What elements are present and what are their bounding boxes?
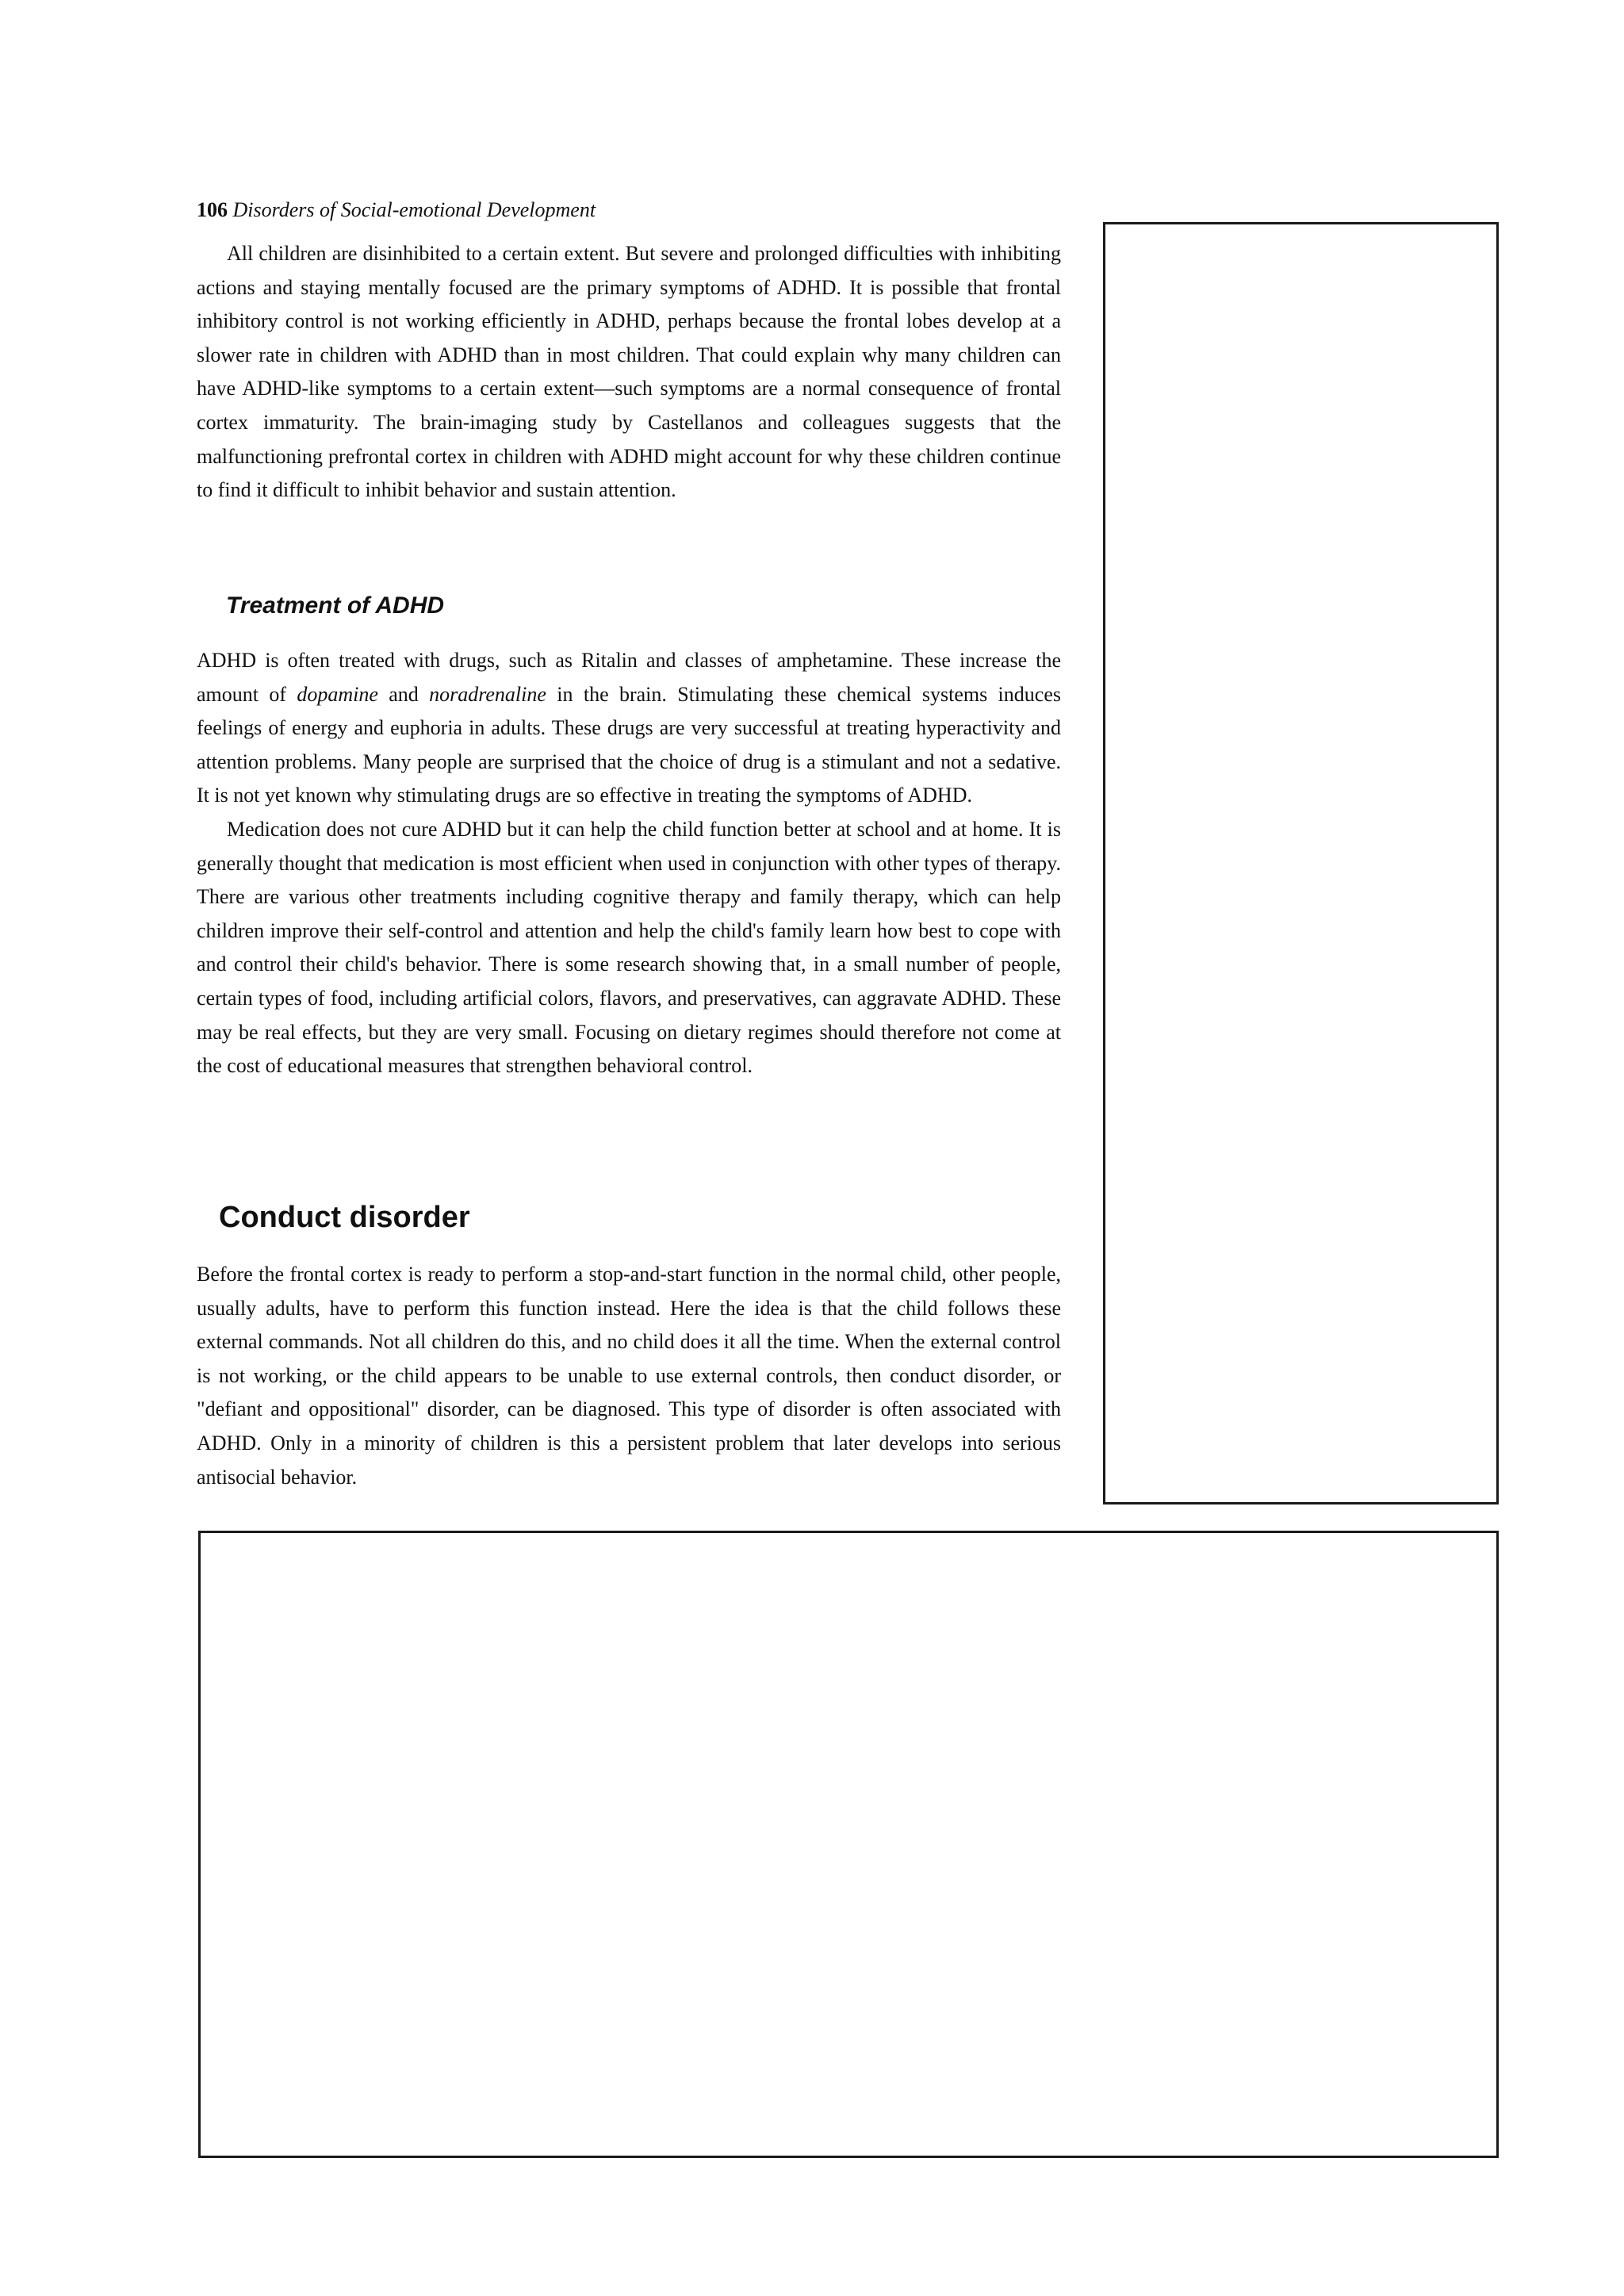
term-dopamine: dopamine [297, 682, 378, 706]
intro-section [197, 237, 1061, 508]
treatment-paragraph-2: Medication does not cure ADHD but it can help the child function better at school and at home. It is generally thought that medication is most efficient when used in conjunction with other types of therapy. There are various other treatments including cognitive therapy and family therapy, which can help children improve their self-control and attention and help the child's family learn how best to cope with and control their child's behavior. There is some research showing that, in a small number of people, certain types of food, including artificial colors, flavors, and preservatives, can aggravate ADHD. These may be real effects, but they are very small. Focusing on dietary regimes should therefore not come at the cost of educational measures that strengthen behavioral control. [197, 817, 1061, 1078]
treatment-heading: Treatment of ADHD [226, 592, 445, 619]
intro-paragraph: All children are disinhibited to a certain extent. But severe and prolonged difficulties with inhibiting actions and staying mentally focused are the primary symptoms of ADHD. It is possible that frontal inhibitory control is not working efficiently in ADHD, perhaps because the frontal lobes develop at a slower rate in children with ADHD than in most children. That could explain why many children can have ADHD-like symptoms to a certain extent—such symptoms are a normal consequence of frontal cortex immaturity. The brain-imaging study by Castellanos and colleagues suggests that the malfunctioning prefrontal cortex in children with ADHD might account for why these children continue to find it difficult to inhibit behavior and sustain attention. [197, 242, 1061, 502]
conduct-disorder-heading: Conduct disorder [219, 1201, 470, 1234]
book-title: Disorders of Social-emotional Development [232, 198, 596, 221]
side-figure-frame [1103, 222, 1499, 1504]
treatment-p1-text-b: and [377, 682, 430, 706]
term-noradrenaline: noradrenaline [429, 682, 546, 706]
page-number: 106 [197, 198, 228, 221]
treatment-section [197, 644, 1061, 1083]
bottom-figure-frame [198, 1531, 1499, 2158]
running-head [197, 197, 596, 224]
treatment-p1-text-c: in the brain. Stimulating these chemical systems induces feelings of energy and euphoria in adults. These drugs are very successful at treating hyperactivity and attention problems. Many people are surprised that the choice of drug is a stimulant and not a sedative. It is not yet known why stimulating drugs are so effective in treating the symptoms of ADHD. [197, 682, 1061, 807]
treatment-paragraph-1 [197, 644, 1061, 813]
conduct-section [197, 1258, 1061, 1494]
conduct-paragraph-1: Before the frontal cortex is ready to perform a stop-and-start function in the normal child, other people, usually adults, have to perform this function instead. Here the idea is that the child follows these external commands. Not all children do this, and no child does it all the time. When the external control is not working, or the child appears to be unable to use external controls, then conduct disorder, or "defiant and oppositional" disorder, can be diagnosed. This type of disorder is often associated with ADHD. Only in a minority of children is this a persistent problem that later develops into serious antisocial behavior. [197, 1263, 1061, 1489]
treatment-p1-text-a: ADHD is often treated with drugs, such as Ritalin and classes of amphetamine. These increase the amount of [197, 649, 1061, 706]
